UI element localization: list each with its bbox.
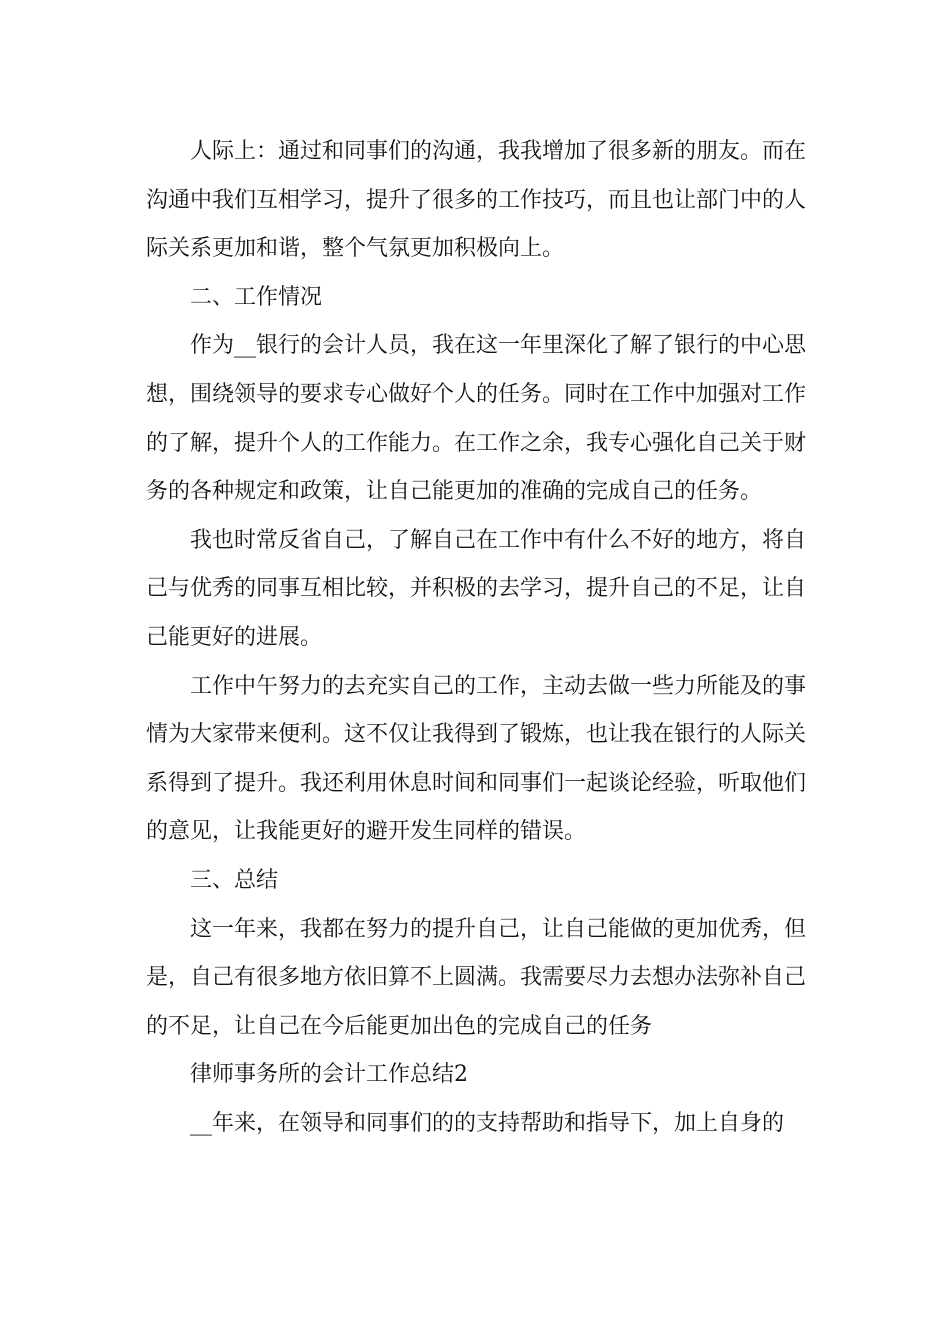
paragraph-work-effort: 工作中午努力的去充实自己的工作，主动去做一些力所能及的事情为大家带来便利。这不仅让我得到了锻炼，也让我在银行的人际关系得到了提升。我还利用休息时间和同事们一起谈论经验，听取他们的意见，让我能更好的避开发生同样的错误。 xyxy=(146,673,807,845)
paragraph-interpersonal: 人际上：通过和同事们的沟通，我我增加了很多新的朋友。而在沟通中我们互相学习，提升了很多的工作技巧，而且也让部门中的人际关系更加和谐，整个气氛更加积极向上。 xyxy=(146,139,807,262)
document-body xyxy=(146,128,806,1148)
paragraph-summary: 这一年来，我都在努力的提升自己，让自己能做的更加优秀，但是，自己有很多地方依旧算不上圆满。我需要尽力去想办法弥补自己的不足，让自己在今后能更加出色的完成自己的任务 xyxy=(146,916,807,1039)
paragraph-self-reflection: 我也时常反省自己，了解自己在工作中有什么不好的地方，将自己与优秀的同事互相比较，并积极的去学习，提升自己的不足，让自己能更好的进展。 xyxy=(146,527,807,650)
heading-work-situation: 二、工作情况 xyxy=(190,284,323,310)
heading-summary: 三、总结 xyxy=(190,867,279,893)
paragraph-bank-accountant: 作为__银行的会计人员，我在这一年里深化了解了银行的中心思想，围绕领导的要求专心做好个人的任务。同时在工作中加强对工作的了解，提升个人的工作能力。在工作之余，我专心强化自己关于财务的各种规定和政策，让自己能更加的准确的完成自己的任务。 xyxy=(146,333,807,505)
heading-law-firm-summary-2: 律师事务所的会计工作总结2 xyxy=(190,1062,468,1088)
paragraph-year-intro: __年来，在领导和同事们的的支持帮助和指导下，加上自身的 xyxy=(190,1110,785,1136)
